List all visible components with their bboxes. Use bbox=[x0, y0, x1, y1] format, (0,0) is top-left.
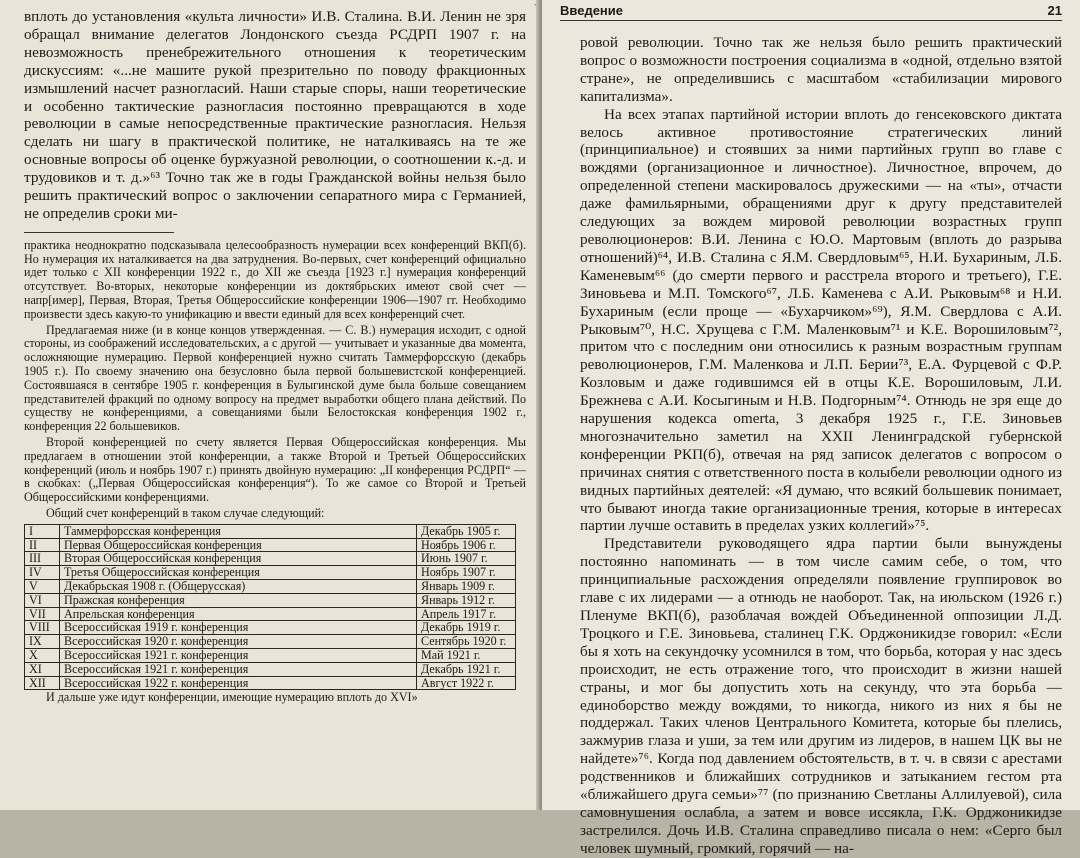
conference-number: I bbox=[25, 524, 60, 538]
table-row bbox=[25, 621, 516, 635]
footnote-paragraph-3: Второй конференцией по счету является Первая Общероссийская конференция. Мы предлагаем в отношении этой конференции, а также Второй и Третьей Общероссийских конференций (июль и ноябрь 1907 г.) принять двойную нумерацию: „II конференция РСДРП“ — в скобках: („Первая Общероссийская конференция“). То же самое со Второй и Третьей Общероссийскими конференциями. bbox=[24, 435, 526, 505]
table-row bbox=[25, 538, 516, 552]
right-paragraph-1: ровой революции. Точно так же нельзя было решить практический вопрос о возможности построения социализма в «одной, отдельно взятой стране», не определившись с масштабом «стабилизации мирового капитализма». bbox=[580, 34, 1062, 105]
table-row bbox=[25, 676, 516, 690]
table-row bbox=[25, 524, 516, 538]
table-row bbox=[25, 580, 516, 594]
conference-date: Сентябрь 1920 г. bbox=[417, 635, 516, 649]
table-row bbox=[25, 648, 516, 662]
conference-name: Всероссийская 1921 г. конференция bbox=[60, 662, 417, 676]
conference-number: VII bbox=[25, 607, 60, 621]
conference-name: Третья Общероссийская конференция bbox=[60, 566, 417, 580]
main-paragraph: вплоть до установления «культа личности» И.В. Сталина. В.И. Ленин не зря обращал внимание делегатов Лондонского съезда РСДРП 1907 г. на невозможность пренебрежительного отношения к теоретическим дискуссиям: «...не машите рукой презрительно по поводу фракционных измышлений насчет разногласий. Наши старые споры, наши теоретические и особенно тактические разногласия постоянно превращаются в ходе революции в самые непосредственные практические разногласия. Нельзя сделать ни шагу в практической политике, не наталкиваясь на те же основные вопросы об оценке буржуазной революции, о соотношении к.-д. и трудовиков и т. д.»⁶³ Точно так же в годы Гражданской войны нельзя было решить практический вопрос о заключении сепаратного мира с Германией, не определив сроки ми- bbox=[24, 8, 526, 222]
conference-number: VI bbox=[25, 593, 60, 607]
right-paragraph-2: На всех этапах партийной истории вплоть до генсековского диктата велось активное противостояние стратегических линий (принципиальное) и стоявших за ними партийных групп во главе с вождями (организационное и личностное). Личностное, впрочем, до определенной степени маскировалось дружескими — на «ты», отчасти даже фамильярными, обращениями друг к другу представителей следующих за вождем мировой революции возрастных групп революционеров: В.И. Ленина с Ю.О. Мартовым (вплоть до разрыва отношений)⁶⁴, И.В. Сталина с Я.М. Свердловым⁶⁵, Н.И. Бухариным, Л.Б. Каменевым⁶⁶ (до смерти первого и расстрела второго и третьего), Г.Е. Зиновьева и М.П. Томского⁶⁷, Л.Б. Каменева с А.И. Рыковым⁶⁸ и Н.И. Бухариным (если проще — «Бухарчиком»⁶⁹), Я.М. Свердлова с А.И. Рыковым⁷⁰, Н.С. Хрущева с Г.М. Маленковым⁷¹ и К.Е. Ворошиловым⁷², притом что с последним они относились к разным возрастным группам революционеров, Г.М. Маленкова и Л.П. Берии⁷³, Е.А. Фурцевой с Ф.Р. Козловым и даже годившимся ей в отцы К.Е. Ворошиловым, Л.И. Брежнева с А.И. Косыгиным и Н.В. Подгорным⁷⁴. Отнюдь не зря еще до нарушения кодекса omerta, 3 декабря 1925 г., Г.Е. Зиновьев многозначительно заметил на XXII Ленинградской губернской конференции РКП(б), отвечая на ряд записок делегатов с вопросом о причинах снятия с ответственного поста в колыбели революции одного из видных партийных деятелей: «Я думаю, что всякий большевик понимает, что бывают иногда такие организационные трения, которые в интересах партии лучше оставить в пределах узких коллегий»⁷⁵. bbox=[580, 105, 1062, 535]
conference-number: II bbox=[25, 538, 60, 552]
conference-date: Июнь 1907 г. bbox=[417, 552, 516, 566]
conference-name: Первая Общероссийская конференция bbox=[60, 538, 417, 552]
running-header bbox=[560, 0, 1062, 21]
footnote-divider bbox=[24, 232, 174, 233]
conference-number: X bbox=[25, 648, 60, 662]
conference-name: Вторая Общероссийская конференция bbox=[60, 552, 417, 566]
table-row bbox=[25, 607, 516, 621]
conference-date: Декабрь 1921 г. bbox=[417, 662, 516, 676]
conference-name: Всероссийская 1920 г. конференция bbox=[60, 635, 417, 649]
table-row bbox=[25, 566, 516, 580]
conference-number: IV bbox=[25, 566, 60, 580]
table-intro: Общий счет конференций в таком случае следующий: bbox=[46, 506, 325, 521]
table-row bbox=[25, 662, 516, 676]
conference-number: VIII bbox=[25, 621, 60, 635]
conference-date: Апрель 1917 г. bbox=[417, 607, 516, 621]
conference-name: Апрельская конференция bbox=[60, 607, 417, 621]
footnote-paragraph-2: Предлагаемая ниже (и в конце концов утвержденная. — С. В.) нумерация исходит, с одной стороны, из соображений исследовательских, а с другой — учитывает и указанные два момента, осложняющие нумерацию. Первой конференцией нужно считать Таммерфорсскую (декабрь 1905 г.). По своему значению она безусловно была первой большевистской конференцией. Состоявшаяся в сентябре 1905 г. конференция в Булыгинской думе была больше совещанием представителей фракций по одному вопросу на предмет выработки общего плана действий. По существу не конференциями, а совещаниями были Белостокская конференция 1902 г., конференция 22 большевиков. bbox=[24, 322, 526, 434]
conference-date: Декабрь 1919 г. bbox=[417, 621, 516, 635]
conference-number: IX bbox=[25, 635, 60, 649]
table-row bbox=[25, 635, 516, 649]
right-page bbox=[542, 0, 1080, 857]
conference-name: Декабрьская 1908 г. (Общерусская) bbox=[60, 580, 417, 594]
footnote-paragraph-1: практика неоднократно подсказывала целесообразность нумерации всех конференций ВКП(б). Но нумерация их наталкивается на два затруднения. Во-первых, счет конференций официально идет только с XII конференции 1922 г., до XII же съезда [1923 г.] нумерация конференций отсутствует. Во-вторых, некоторые конференции из доктябрьских имеют свой счет — напр[имер], Первая, Вторая, Третья Общероссийские конференции 1906—1907 гг. Необходимо произвести здесь какую-то унификацию и ввести единый для всех конференций счет. bbox=[24, 237, 526, 321]
running-head-title: Введение bbox=[560, 3, 623, 18]
table-row bbox=[25, 593, 516, 607]
conference-date: Январь 1909 г. bbox=[417, 580, 516, 594]
right-paragraph-3: Представители руководящего ядра партии были вынуждены постоянно напоминать — в том числе самим себе, о том, что принципиальные расхождения определяли появление группировок во главе с их лидерами — а отнюдь не наоборот. Так, на июльском (1926 г.) Пленуме ВКП(б), разоблачая вождей Объединенной оппозиции Л.Д. Троцкого и Г.Е. Зиновьева, сталинец Г.К. Орджоникидзе говорил: «Если бы я хоть на секундочку усомнился в том, что борьба, которая у нас здесь происходит, не есть отражение того, что происходит в жизни нашей страны, и мог бы допустить хоть на секунду, что эта борьба — единоборство между вождями, то никогда, никого из них я бы не поддержал. Таких членов Центрального Комитета, которые бы плелись, зажмурив глаза и уши, за тем или другим из лидеров, в нашем ЦК вы не найдете»⁷⁶. Когда под давлением обстоятельств, в т. ч. в связи с арестами родственников и ближайших сотрудников и затыканием гестом рта «ближайшего друга семьи»⁷⁷ (по признанию Светланы Аллилуевой), сила самовнушения ослабла, а затем и вовсе иссякла, Г.К. Орджоникидзе застрелился. Дочь И.В. Сталина справедливо писала о нем: «Серго был человек шумный, громкий, горячий — на- bbox=[580, 535, 1062, 857]
conference-date: Ноябрь 1906 г. bbox=[417, 538, 516, 552]
conference-date: Май 1921 г. bbox=[417, 648, 516, 662]
conference-date: Ноябрь 1907 г. bbox=[417, 566, 516, 580]
conference-number: III bbox=[25, 552, 60, 566]
conference-date: Декабрь 1905 г. bbox=[417, 524, 516, 538]
conference-name: Всероссийская 1922 г. конференция bbox=[60, 676, 417, 690]
conference-number: V bbox=[25, 580, 60, 594]
conference-date: Январь 1912 г. bbox=[417, 593, 516, 607]
conference-name: Пражская конференция bbox=[60, 593, 417, 607]
left-page bbox=[0, 0, 540, 810]
conference-number: XI bbox=[25, 662, 60, 676]
conference-name: Всероссийская 1919 г. конференция bbox=[60, 621, 417, 635]
conference-number: XII bbox=[25, 676, 60, 690]
page-number: 21 bbox=[1047, 3, 1062, 18]
conference-date: Август 1922 г. bbox=[417, 676, 516, 690]
conference-table bbox=[24, 524, 516, 691]
table-row bbox=[25, 552, 516, 566]
conference-name: Всероссийская 1921 г. конференция bbox=[60, 648, 417, 662]
conference-name: Таммерфорсская конференция bbox=[60, 524, 417, 538]
last-line: И дальше уже идут конференции, имеющие нумерацию вплоть до XVI» bbox=[46, 690, 418, 705]
